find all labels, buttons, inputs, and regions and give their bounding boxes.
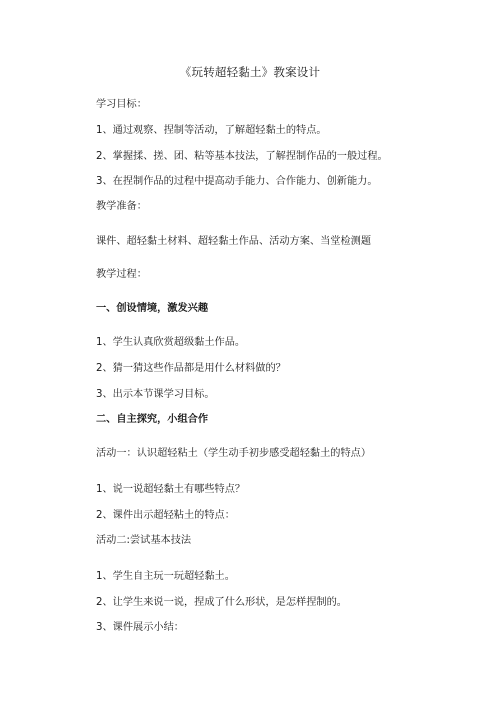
step-item-1: 1、学生认真欣赏超级黏土作品。 xyxy=(96,337,246,348)
activity-two-heading: 活动二:尝试基本技法 xyxy=(96,535,192,546)
step-item-2: 2、猜一猜这些作品都是用什么材料做的？ xyxy=(96,363,286,374)
section-label-learning-goals: 学习目标： xyxy=(96,99,147,110)
activity-one-item-1: 1、说一说超轻黏土有哪些特点？ xyxy=(96,484,246,495)
goal-item-3: 3、在捏制作品的过程中提高动手能力、合作能力、创新能力。 xyxy=(96,176,378,187)
step-item-3: 3、出示本节课学习目标。 xyxy=(96,389,215,400)
activity-one-heading: 活动一：认识超轻粘土（学生动手初步感受超轻黏土的特点） xyxy=(96,448,372,459)
section-label-process: 教学过程： xyxy=(96,269,147,280)
goal-item-2: 2、掌握揉、搓、团、粘等基本技法，了解捏制作品的一般过程。 xyxy=(96,151,388,162)
heading-part-one: 一、创设情境，激发兴趣 xyxy=(96,303,209,314)
heading-part-two: 二、自主探究，小组合作 xyxy=(96,414,209,425)
document-title: 《玩转超轻黏土》教案设计 xyxy=(179,65,321,79)
preparation-text: 课件、超轻黏土材料、超轻黏土作品、活动方案、当堂检测题 xyxy=(96,236,372,247)
activity-two-item-2: 2、让学生来说一说，捏成了什么形状，是怎样捏制的。 xyxy=(96,597,347,608)
activity-two-item-3: 3、课件展示小结： xyxy=(96,622,184,633)
activity-one-item-2: 2、课件出示超轻粘土的特点： xyxy=(96,510,235,521)
section-label-preparation: 教学准备： xyxy=(96,201,147,212)
goal-item-1: 1、通过观察、捏制等活动，了解超轻黏土的特点。 xyxy=(96,125,327,136)
activity-two-item-1: 1、学生自主玩一玩超轻黏土。 xyxy=(96,571,235,582)
